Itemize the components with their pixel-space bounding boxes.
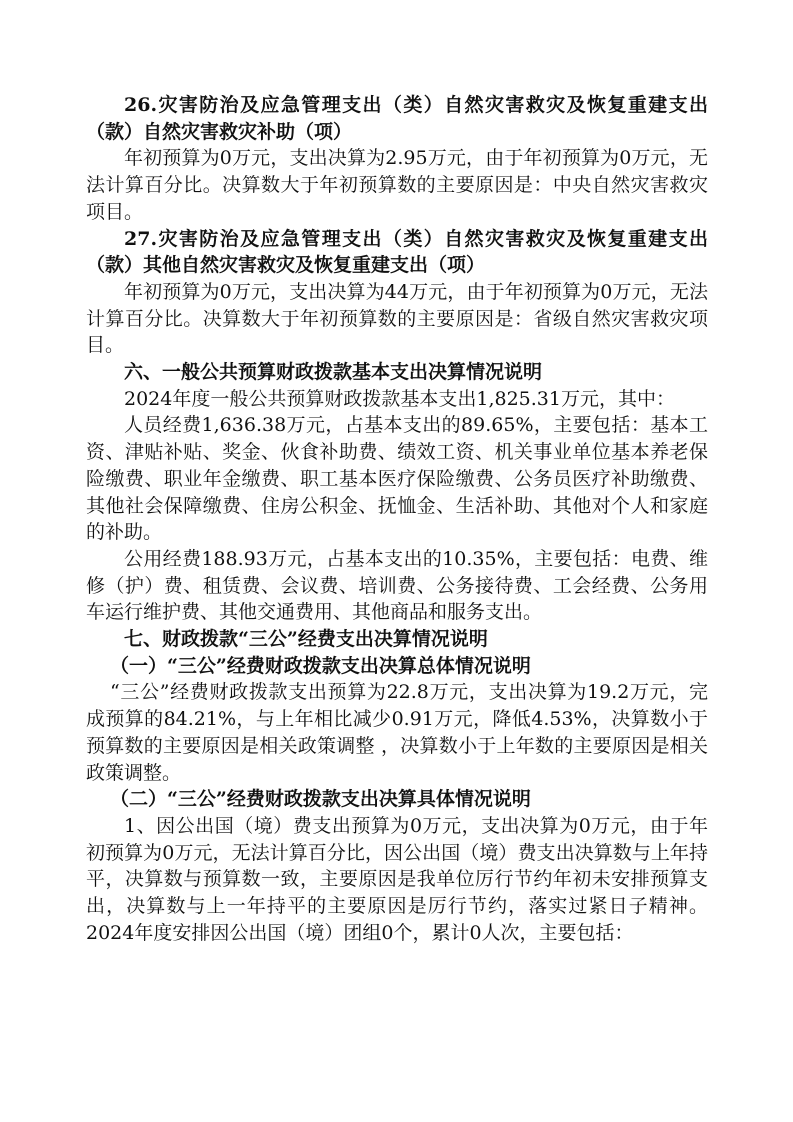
- section-heading-6: 六、一般公共预算财政拨款基本支出决算情况说明: [124, 361, 543, 384]
- paragraph-26-body: 年初预算为0万元，支出决算为2.95万元，由于年初预算为0万元，无法计算百分比。决算数大于年初预算数的主要原因是：中央自然灾害救灾项目。: [86, 147, 708, 223]
- paragraph-three-public-overall: “三公”经费财政拨款支出预算为22.8万元，支出决算为19.2万元，完成预算的84.21%，与上年相比减少0.91万元，降低4.53%，决算数小于预算数的主要原因是相关政策调整 ，决算数小于上年数的主要原因是相关政策调整。: [86, 681, 708, 784]
- section-heading-27: 27.灾害防治及应急管理支出（类）自然灾害救灾及恢复重建支出（款）其他自然灾害救灾及恢复重建支出（项）: [86, 227, 708, 277]
- subsection-heading-1: （一）“三公”经费财政拨款支出决算总体情况说明: [110, 654, 531, 677]
- paragraph-overseas-travel: 1、因公出国（境）费支出预算为0万元，支出决算为0万元，由于年初预算为0万元，无法计算百分比，因公出国（境）费支出决算数与上年持平，决算数与预算数一致，主要原因是我单位厉行节约年初未安排预算支出，决算数与上一年持平的主要原因是厉行节约，落实过紧日子精神。2024年度安排因公出国（境）团组0个，累计0人次，主要包括：: [86, 814, 708, 944]
- paragraph-personnel-expenses: 人员经费1,636.38万元，占基本支出的89.65%，主要包括：基本工资、津贴补贴、奖金、伙食补助费、绩效工资、机关事业单位基本养老保险缴费、职业年金缴费、职工基本医疗保险缴费、公务员医疗补助缴费、其他社会保障缴费、住房公积金、抚恤金、生活补助、其他对个人和家庭的补助。: [86, 414, 708, 544]
- subsection-heading-2: （二）“三公”经费财政拨款支出决算具体情况说明: [110, 788, 531, 811]
- section-heading-26: 26.灾害防治及应急管理支出（类）自然灾害救灾及恢复重建支出（款）自然灾害救灾补助（项）: [86, 94, 708, 143]
- section-heading-7: 七、财政拨款“三公”经费支出决算情况说明: [124, 628, 488, 651]
- paragraph-public-expenses: 公用经费188.93万元，占基本支出的10.35%，主要包括：电费、维修（护）费、租赁费、会议费、培训费、公务接待费、工会经费、公务用车运行维护费、其他交通费用、其他商品和服务支出。: [86, 547, 708, 624]
- paragraph-27-body: 年初预算为0万元，支出决算为44万元，由于年初预算为0万元，无法计算百分比。决算数大于年初预算数的主要原因是：省级自然灾害救灾项目。: [86, 280, 708, 357]
- document-page: [86, 92, 708, 947]
- paragraph-basic-expenditure: 2024年度一般公共预算财政拨款基本支出1,825.31万元，其中：: [124, 387, 675, 410]
